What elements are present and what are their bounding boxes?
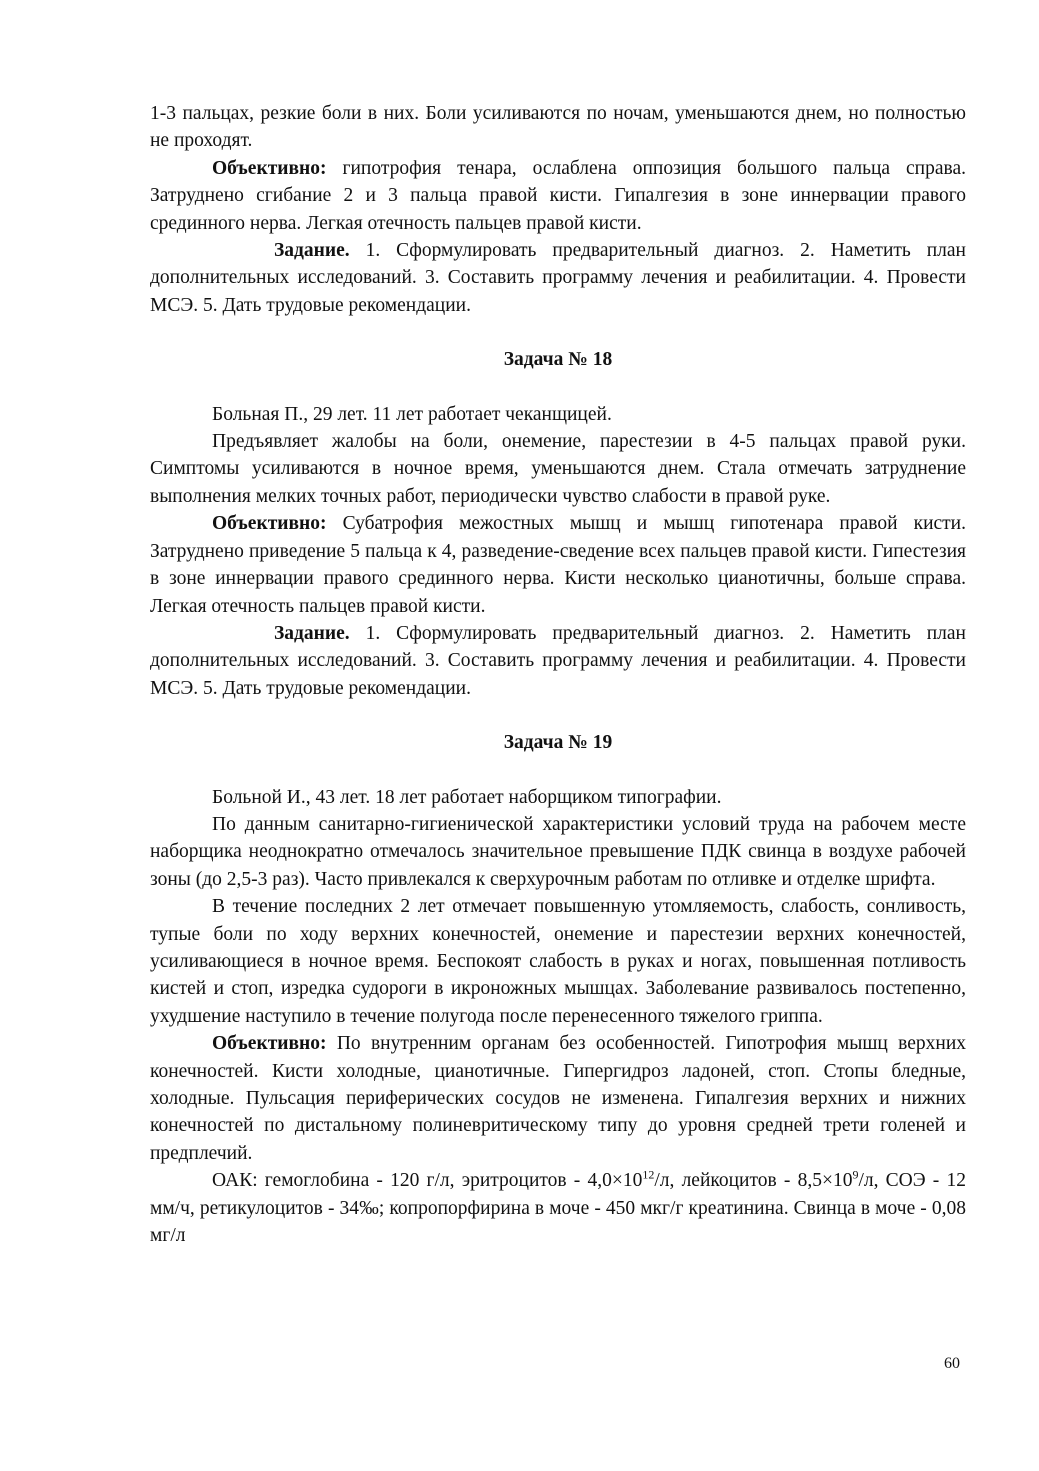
paragraph-patient-19: Больной И., 43 лет. 18 лет работает наборщиком типографии. [212,786,722,808]
paragraph-task-17 [150,237,966,319]
objective-text: Субатрофия межостных мышц и мышц гипотенара правой кисти. Затруднено приведение 5 пальца к 4, разведение-сведение всех пальцев правой кисти. Гипестезия в зоне иннервации правого срединного нерва. Кисти несколько цианотичны, больше справа. Легкая отечность пальцев правой кисти. [150,513,966,617]
heading-task-19: Задача № 19 [503,732,613,754]
objective-text: гипотрофия тенара, ослаблена оппозиция большого пальца справа. Затруднено сгибание 2 и 3 пальца правой кисти. Гипалгезия в зоне иннервации правого срединного нерва. Легкая отечность пальцев правой кисти. [150,157,966,234]
paragraph-continuation: 1-3 пальцах, резкие боли в них. Боли усиливаются по ночам, уменьшаются днем, но полностью не проходят. [150,103,966,152]
lab-exponent-2: 9 [852,1167,859,1182]
document-page [150,100,966,1249]
objective-text: По внутренним органам без особенностей. Гипотрофия мышц верхних конечностей. Кисти холодные, цианотичные. Гипергидроз ладоней, стоп. Стопы бледные, холодные. Пульсация периферических сосудов не изменена. Гипалгезия верхних и нижних конечностей по дистальному полиневритическому типу до уровня средней трети голеней и предплечий. [150,1033,966,1164]
paragraph-history-19: В течение последних 2 лет отмечает повышенную утомляемость, слабость, сонливость, тупые боли по ходу верхних конечностей, онемение и парестезии верхних конечностей, усиливающиеся в ночное время. Беспокоят слабость в руках и ногах, повышенная потливость кистей и стоп, изредка судороги в икроножных мышцах. Заболевание развивалось постепенно, ухудшение наступило в течение полугода после перенесенного тяжелого гриппа. [150,896,966,1027]
task-label: Задание. [274,240,350,262]
paragraph-conditions-19: По данным санитарно-гигиенической характеристики условий труда на рабочем месте наборщика неоднократно отмечалось значительное превышение ПДК свинца в воздухе рабочей зоны (до 2,5-3 раз). Часто привлекался к сверхурочным работам по отливке и отделке шрифта. [150,813,966,890]
paragraph-lab-results-19 [150,1167,966,1249]
page-number: 60 [944,1355,960,1372]
paragraph-objective-18 [150,510,966,620]
paragraph-task-18 [150,620,966,702]
objective-label: Объективно: [212,513,327,535]
heading-task-18: Задача № 18 [503,349,613,371]
paragraph-objective-17 [150,155,966,237]
lab-exponent-1: 12 [642,1167,655,1182]
paragraph-patient-18: Больная П., 29 лет. 11 лет работает чеканщицей. [212,403,612,425]
task-label: Задание. [274,622,350,644]
task-text: 1. Сформулировать предварительный диагноз. 2. Наметить план дополнительных исследований. 3. Составить программу лечения и реабилитации. 4. Провести МСЭ. 5. Дать трудовые рекомендации. [150,622,966,699]
lab-text-c: /л, СОЭ - 12 мм/ч, ретикулоцитов - 34‰; копропорфирина в моче - 450 мкг/г креатинина. Свинца в моче - 0,08 мг/л [150,1170,966,1247]
paragraph-complaints-18: Предъявляет жалобы на боли, онемение, парестезии в 4-5 пальцах правой руки. Симптомы усиливаются в ночное время, уменьшаются днем. Стала отмечать затруднение выполнения мелких точных работ, периодически чувство слабости в правой руке. [150,431,966,507]
lab-text-b: /л, лейкоцитов - 8,5×10 [654,1170,853,1192]
paragraph-objective-19 [150,1030,966,1167]
lab-text-a: ОАК: гемоглобина - 120 г/л, эритроцитов - 4,0×10 [212,1170,643,1192]
objective-label: Объективно: [212,157,327,179]
objective-label: Объективно: [212,1033,327,1055]
task-text: 1. Сформулировать предварительный диагноз. 2. Наметить план дополнительных исследований. 3. Составить программу лечения и реабилитации. 4. Провести МСЭ. 5. Дать трудовые рекомендации. [150,240,966,316]
